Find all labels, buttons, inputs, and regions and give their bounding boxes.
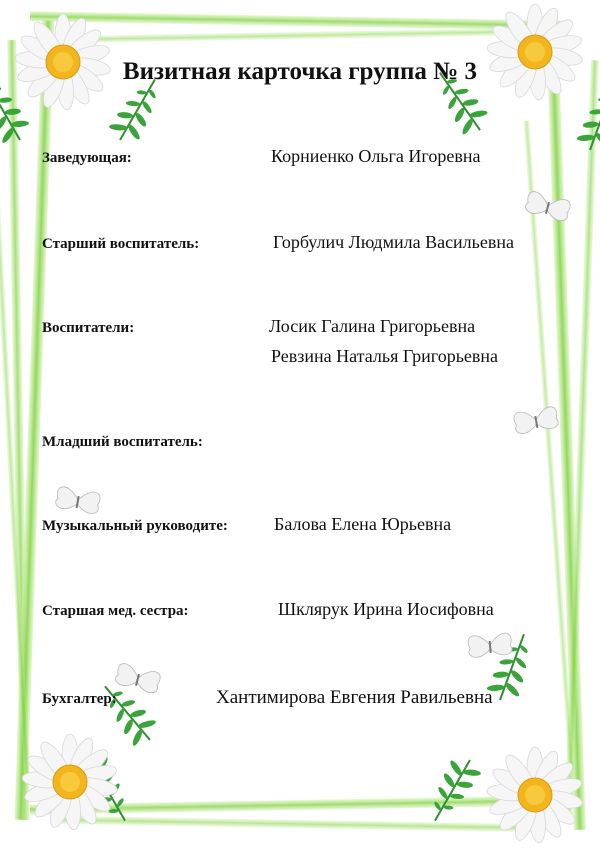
- row-label: Старшая мед. сестра:: [42, 603, 189, 619]
- staff-row-junior-teacher: [42, 434, 580, 464]
- staff-row-accountant: [42, 687, 580, 721]
- row-value: Корниенко Ольга Игоревна: [271, 146, 481, 166]
- staff-row-music: [42, 514, 580, 548]
- staff-row-senior-teacher: [42, 232, 580, 266]
- row-value: Шклярук Ирина Иосифовна: [278, 599, 494, 619]
- row-value: Лосик Галина Григорьевна: [269, 316, 476, 336]
- row-label: Воспитатели:: [42, 320, 135, 336]
- row-label: Старший воспитатель:: [42, 236, 200, 252]
- row-value: Хантимирова Евгения Равильевна: [216, 687, 493, 708]
- page-title: Визитная карточка группа № 3: [122, 58, 478, 85]
- row-value: Ревзина Наталья Григорьевна: [271, 346, 499, 366]
- row-label: Музыкальный руководите:: [42, 518, 228, 534]
- row-label: Бухгалтер:: [42, 691, 117, 707]
- row-label: Младший воспитатель:: [42, 434, 203, 450]
- staff-row-teachers: [42, 316, 580, 366]
- row-value: Балова Елена Юрьевна: [274, 514, 452, 534]
- row-label: Заведующая:: [42, 150, 132, 166]
- staff-row-nurse: [42, 599, 580, 633]
- row-value: Горбулич Людмила Васильевна: [273, 232, 514, 252]
- staff-row-head: [42, 146, 580, 180]
